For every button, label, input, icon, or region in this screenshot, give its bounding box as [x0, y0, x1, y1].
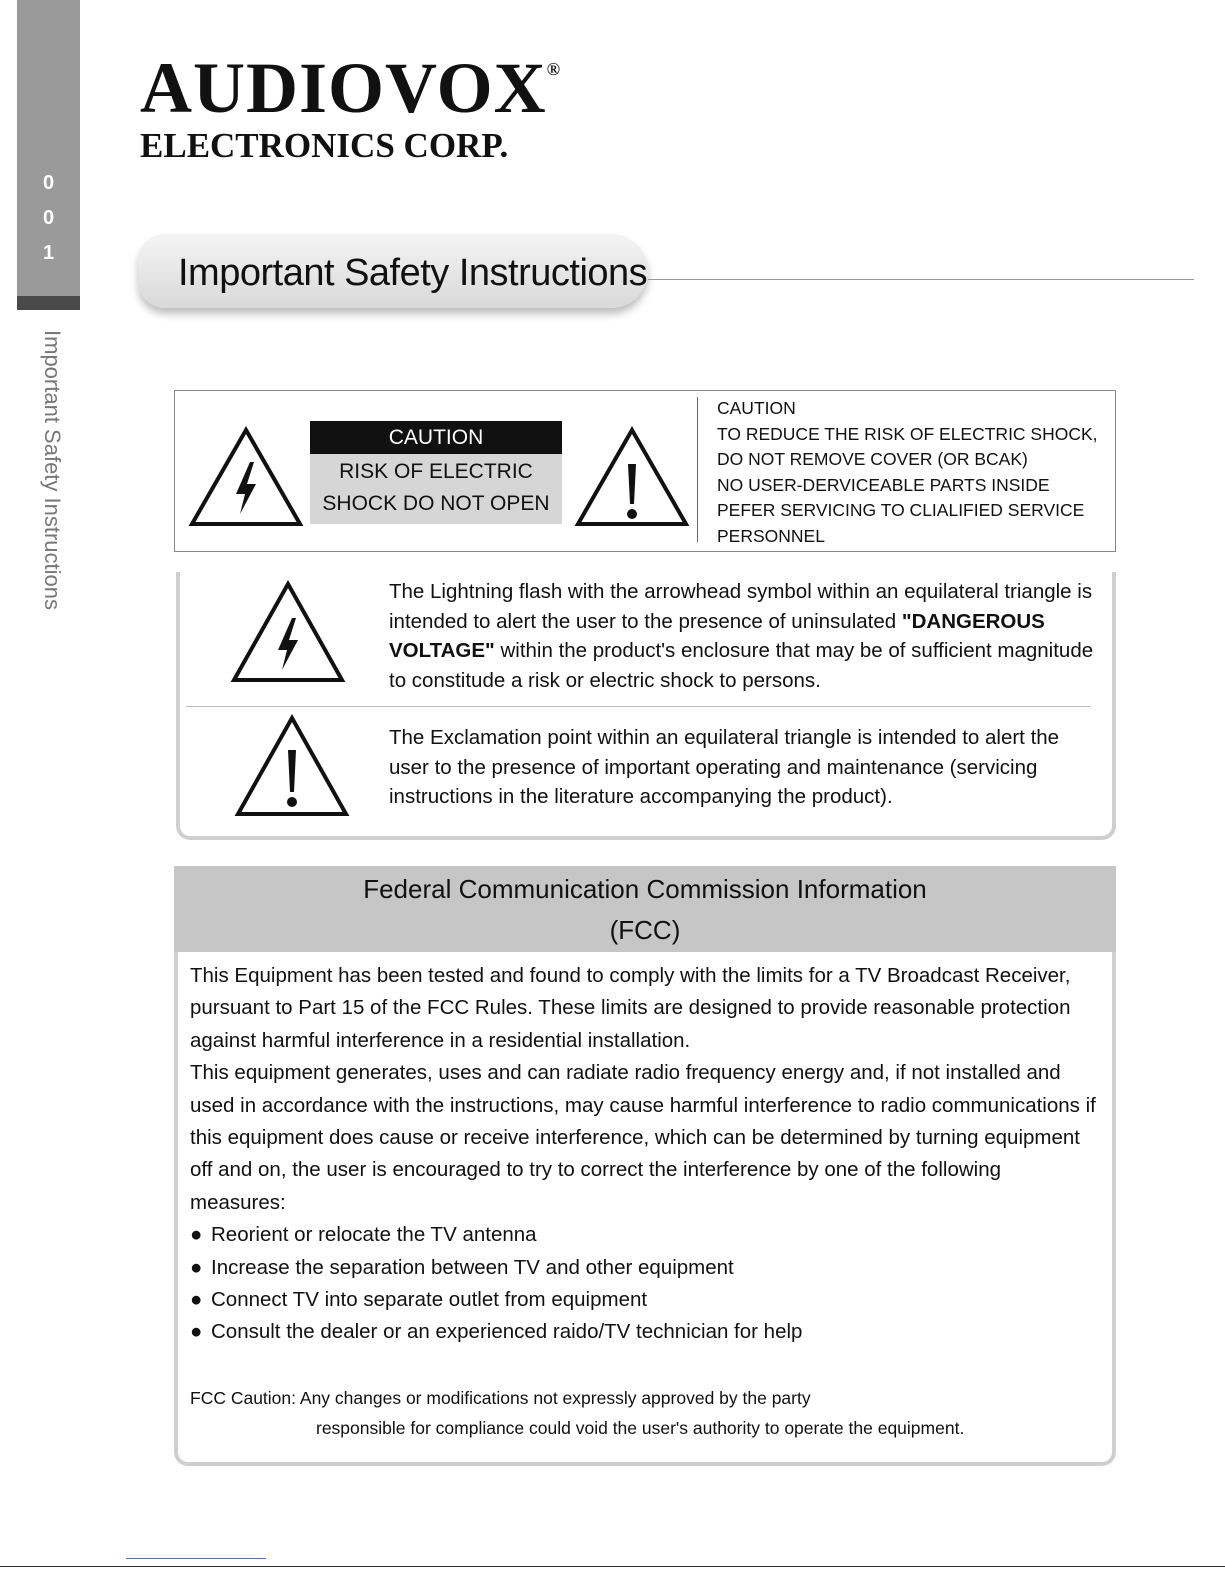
caution-notice-line: PERSONNEL: [717, 525, 825, 546]
symbol-divider: [186, 706, 1090, 707]
bullet-icon: ●: [190, 1320, 203, 1344]
caution-notice-line: NO USER-DERVICEABLE PARTS INSIDE: [717, 474, 1050, 495]
fcc-paragraph-2: This equipment generates, uses and can radiate radio frequency energy and, if not installed and used in accordance with the instructions, may cause harmful interference to radio communications if this equipment does cause or receive interference, which can be determined by turning equipment off and on, the user is encouraged to try to correct the interference by one of the following measures:: [190, 1061, 1096, 1214]
title-rule: [648, 279, 1194, 280]
lightning-description-text: The Lightning flash with the arrowhead symbol within an equilateral triangle is intended to alert the user to the presence of uninsulated: [389, 580, 1093, 633]
fcc-caution: [190, 1384, 964, 1443]
fcc-title-abbrev: (FCC): [609, 915, 681, 945]
caution-label: [310, 421, 562, 524]
caution-label-head: CAUTION: [310, 421, 562, 454]
page-number-digit-2: 0: [42, 207, 55, 229]
footer-rule: [0, 1566, 1225, 1567]
logo-main-text: AUDIOVOX: [140, 48, 547, 128]
fcc-header: [174, 866, 1116, 952]
list-item: [190, 1316, 1100, 1348]
exclamation-symbol-description: The Exclamation point within an equilateral triangle is intended to alert the user to the presence of important operating and maintenance (servicing instructions in the literature accompanying the product).: [389, 726, 1060, 808]
caution-notice-line: DO NOT REMOVE COVER (OR BCAK): [717, 449, 1028, 470]
bullet-icon: ●: [190, 1223, 203, 1247]
section-side-label: Important Safety Instructions: [40, 330, 65, 611]
caution-notice-line: PEFER SERVICING TO CLIALIFIED SERVICE: [717, 500, 1085, 521]
list-item-text: Reorient or relocate the TV antenna: [211, 1223, 537, 1247]
company-logo: [140, 48, 562, 165]
lightning-symbol-description: [389, 577, 1099, 695]
list-item-text: Connect TV into separate outlet from equipment: [211, 1288, 648, 1312]
page-number-digit-1: 0: [42, 172, 55, 194]
caution-notice-line: CAUTION: [717, 398, 796, 418]
list-item-text: Increase the separation between TV and other equipment: [211, 1255, 734, 1279]
caution-label-line2: SHOCK DO NOT OPEN: [322, 492, 550, 515]
page-number-digit-3: 1: [42, 242, 55, 264]
bullet-icon: ●: [190, 1288, 203, 1312]
list-item-text: Consult the dealer or an experienced raido/TV technician for help: [211, 1320, 803, 1344]
fcc-caution-line1: FCC Caution: Any changes or modifications not expressly approved by the party: [190, 1388, 811, 1408]
fcc-caution-line2: responsible for compliance could void the user's authority to operate the equipment.: [316, 1417, 965, 1438]
caution-notice: [717, 396, 1098, 550]
exclamation-symbol-icon: [234, 714, 350, 818]
page-title: Important Safety Instructions: [178, 252, 648, 294]
exclamation-warning-icon: [574, 426, 690, 528]
caution-divider: [697, 397, 698, 542]
caution-label-line1: RISK OF ELECTRIC: [339, 460, 533, 483]
lightning-warning-icon: [188, 426, 304, 528]
dangerous-voltage-emphasis: "DANGEROUS VOLTAGE": [389, 609, 1045, 662]
fcc-title: Federal Communication Commission Information: [363, 874, 927, 904]
fcc-paragraph-1: This Equipment has been tested and found to comply with the limits for a TV Broadcast Receiver, pursuant to Part 15 of the FCC Rules. These limits are designed to provide reasonable protection against harmful interference in a residential installation.: [190, 964, 1071, 1052]
footer-link-underline: [126, 1558, 266, 1559]
registered-mark: ®: [546, 59, 562, 79]
caution-notice-line: TO REDUCE THE RISK OF ELECTRIC SHOCK,: [717, 423, 1098, 444]
fcc-body: [190, 960, 1100, 1349]
list-item: [190, 1284, 1100, 1316]
list-item: [190, 1252, 1100, 1284]
lightning-symbol-icon: [230, 580, 346, 684]
logo-sub-text: ELECTRONICS CORP.: [140, 126, 509, 165]
list-item: [190, 1219, 1100, 1251]
lightning-description-text-end: within the product's enclosure that may be of sufficient magnitude to constitude a risk or electric shock to persons.: [389, 639, 1094, 692]
bullet-icon: ●: [190, 1255, 203, 1279]
page-tab-accent: [17, 296, 80, 310]
